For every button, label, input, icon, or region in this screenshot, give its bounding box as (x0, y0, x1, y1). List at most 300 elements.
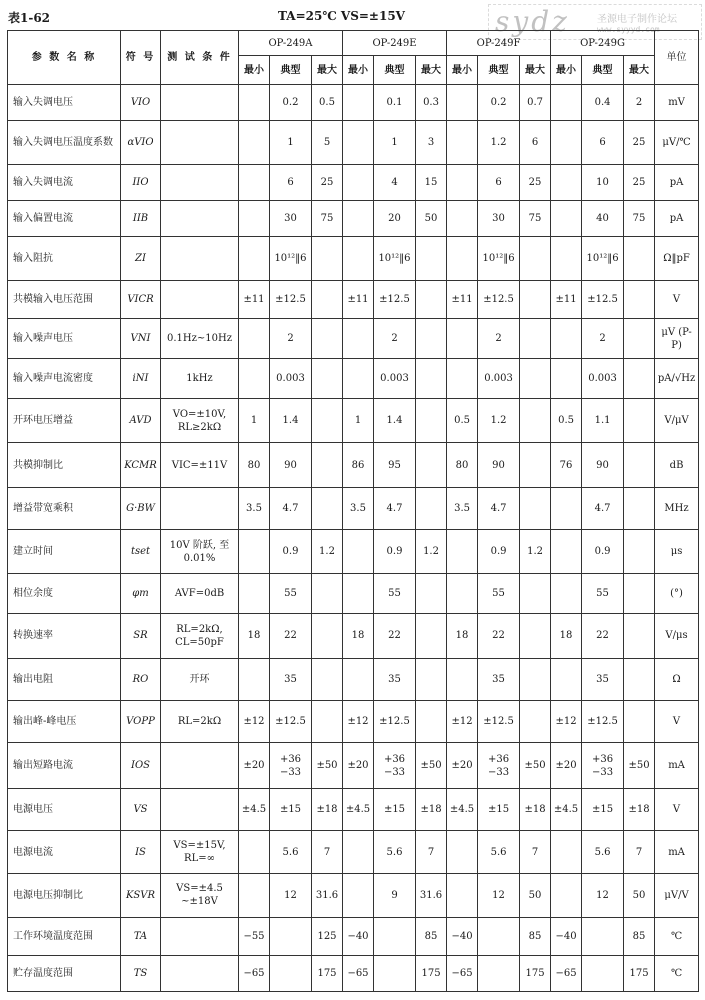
value-cell (239, 200, 270, 236)
value-cell: 0.003 (478, 359, 520, 399)
value-cell (312, 614, 343, 658)
param-name: 电源电流 (8, 831, 121, 873)
value-cell: ±11 (551, 281, 582, 319)
value-cell: 0.7 (520, 85, 551, 121)
value-cell: 0.003 (374, 359, 416, 399)
value-cell (416, 700, 447, 742)
value-cell: 2 (374, 319, 416, 359)
value-cell (447, 319, 478, 359)
value-cell (343, 359, 374, 399)
unit-cell: pA/√Hz (655, 359, 699, 399)
value-cell: 6 (270, 165, 312, 201)
value-cell: 5.6 (270, 831, 312, 873)
test-condition (161, 165, 239, 201)
watermark-name: 圣源电子制作论坛 (597, 14, 677, 25)
value-cell: ±20 (447, 742, 478, 788)
value-cell: 1.2 (520, 529, 551, 573)
table-row (8, 319, 699, 359)
value-cell: 7 (416, 831, 447, 873)
test-condition: RL=2kΩ (161, 700, 239, 742)
value-cell: 30 (478, 200, 520, 236)
value-cell: 18 (551, 614, 582, 658)
value-cell: 22 (478, 614, 520, 658)
param-name: 输入失调电压 (8, 85, 121, 121)
value-cell (270, 917, 312, 955)
param-name: 输入噪声电压 (8, 319, 121, 359)
subheader-cell: 最大 (520, 56, 551, 85)
value-cell: 85 (520, 917, 551, 955)
param-symbol: IS (121, 831, 161, 873)
value-cell: 0.5 (312, 85, 343, 121)
param-name: 开环电压增益 (8, 399, 121, 443)
value-cell (312, 236, 343, 280)
table-row (8, 120, 699, 164)
value-cell: 3.5 (447, 487, 478, 529)
param-symbol: RO (121, 658, 161, 700)
value-cell: 1.4 (374, 399, 416, 443)
param-symbol: ZI (121, 236, 161, 280)
subheader-cell: 典型 (270, 56, 312, 85)
value-cell: 1 (374, 120, 416, 164)
value-cell: ±20 (239, 742, 270, 788)
table-row (8, 200, 699, 236)
value-cell (239, 658, 270, 700)
value-cell (520, 487, 551, 529)
value-cell: 9 (374, 873, 416, 917)
test-condition: 10V 阶跃, 至0.01% (161, 529, 239, 573)
value-cell (312, 443, 343, 487)
value-cell (239, 873, 270, 917)
test-condition: VO=±10V, RL≥2kΩ (161, 399, 239, 443)
value-cell: 90 (270, 443, 312, 487)
param-symbol: VIO (121, 85, 161, 121)
param-name: 电源电压 (8, 789, 121, 831)
value-cell (447, 831, 478, 873)
value-cell: ±12 (551, 700, 582, 742)
value-cell (551, 574, 582, 614)
value-cell: +36 −33 (478, 742, 520, 788)
param-symbol: G·BW (121, 487, 161, 529)
value-cell (520, 399, 551, 443)
value-cell (239, 831, 270, 873)
value-cell: −40 (551, 917, 582, 955)
value-cell: 0.003 (582, 359, 624, 399)
value-cell: −65 (447, 955, 478, 991)
value-cell (478, 955, 520, 991)
param-name: 电源电压抑制比 (8, 873, 121, 917)
value-cell: 7 (624, 831, 655, 873)
value-cell: 0.9 (270, 529, 312, 573)
value-cell: ±12.5 (374, 281, 416, 319)
param-symbol: KCMR (121, 443, 161, 487)
subheader-cell: 最小 (447, 56, 478, 85)
param-symbol: KSVR (121, 873, 161, 917)
value-cell (478, 917, 520, 955)
param-name: 共模抑制比 (8, 443, 121, 487)
value-cell (624, 443, 655, 487)
subheader-cell: 最大 (624, 56, 655, 85)
subheader-cell: 典型 (374, 56, 416, 85)
value-cell: 25 (624, 165, 655, 201)
value-cell: 12 (270, 873, 312, 917)
value-cell (416, 574, 447, 614)
param-name: 转换速率 (8, 614, 121, 658)
value-cell: 6 (520, 120, 551, 164)
value-cell: −65 (551, 955, 582, 991)
value-cell: 1 (343, 399, 374, 443)
value-cell: 85 (624, 917, 655, 955)
value-cell: ±12.5 (478, 281, 520, 319)
value-cell: ±12.5 (582, 700, 624, 742)
value-cell: ±4.5 (447, 789, 478, 831)
value-cell: +36 −33 (582, 742, 624, 788)
subheader-cell: 典型 (582, 56, 624, 85)
table-id: 表1-62 (8, 11, 51, 25)
value-cell (624, 236, 655, 280)
test-condition: AVF=0dB (161, 574, 239, 614)
test-condition: RL=2kΩ, CL=50pF (161, 614, 239, 658)
value-cell: 10¹²‖6 (270, 236, 312, 280)
value-cell (343, 574, 374, 614)
table-row (8, 529, 699, 573)
value-cell (624, 399, 655, 443)
header-model-g: OP-249G (551, 31, 655, 56)
value-cell: 15 (416, 165, 447, 201)
value-cell (312, 399, 343, 443)
test-condition (161, 742, 239, 788)
unit-cell: μs (655, 529, 699, 573)
value-cell: +36 −33 (374, 742, 416, 788)
value-cell: 175 (520, 955, 551, 991)
value-cell (520, 359, 551, 399)
unit-cell: dB (655, 443, 699, 487)
test-condition (161, 281, 239, 319)
value-cell: ±11 (239, 281, 270, 319)
test-condition (161, 85, 239, 121)
value-cell (551, 200, 582, 236)
value-cell: 3 (416, 120, 447, 164)
test-conditions: TA=25℃ VS=±15V (278, 9, 405, 23)
value-cell: ±15 (374, 789, 416, 831)
value-cell: 80 (447, 443, 478, 487)
value-cell (416, 236, 447, 280)
value-cell: 0.9 (582, 529, 624, 573)
value-cell: ±18 (520, 789, 551, 831)
unit-cell: μV/V (655, 873, 699, 917)
value-cell: ±12 (343, 700, 374, 742)
value-cell (447, 85, 478, 121)
param-symbol: IIO (121, 165, 161, 201)
value-cell: 90 (478, 443, 520, 487)
value-cell (239, 236, 270, 280)
value-cell: 0.2 (270, 85, 312, 121)
value-cell (624, 281, 655, 319)
value-cell: 0.9 (374, 529, 416, 573)
table-row (8, 236, 699, 280)
value-cell (312, 319, 343, 359)
test-condition: 1kHz (161, 359, 239, 399)
table-row (8, 917, 699, 955)
value-cell: 0.3 (416, 85, 447, 121)
value-cell: ±18 (416, 789, 447, 831)
value-cell: ±4.5 (239, 789, 270, 831)
value-cell (239, 359, 270, 399)
value-cell: ±18 (624, 789, 655, 831)
value-cell: 5.6 (374, 831, 416, 873)
value-cell (624, 529, 655, 573)
table-row (8, 789, 699, 831)
value-cell (624, 700, 655, 742)
value-cell (343, 165, 374, 201)
value-cell: 2 (582, 319, 624, 359)
value-cell: 4 (374, 165, 416, 201)
value-cell: 5 (312, 120, 343, 164)
value-cell (551, 236, 582, 280)
unit-cell: mA (655, 742, 699, 788)
value-cell (416, 359, 447, 399)
param-symbol: IOS (121, 742, 161, 788)
value-cell (447, 359, 478, 399)
value-cell: 35 (478, 658, 520, 700)
value-cell (416, 443, 447, 487)
param-name: 相位余度 (8, 574, 121, 614)
value-cell: ±50 (312, 742, 343, 788)
value-cell: 18 (343, 614, 374, 658)
table-row (8, 658, 699, 700)
subheader-cell: 最大 (312, 56, 343, 85)
value-cell (520, 614, 551, 658)
unit-cell: Ω‖pF (655, 236, 699, 280)
test-condition (161, 917, 239, 955)
value-cell: 25 (520, 165, 551, 201)
value-cell (520, 700, 551, 742)
value-cell (520, 236, 551, 280)
value-cell (239, 319, 270, 359)
value-cell (447, 236, 478, 280)
test-condition (161, 236, 239, 280)
subheader-cell: 典型 (478, 56, 520, 85)
param-name: 输入失调电压温度系数 (8, 120, 121, 164)
param-symbol: VOPP (121, 700, 161, 742)
value-cell: ±4.5 (551, 789, 582, 831)
value-cell: 4.7 (270, 487, 312, 529)
value-cell: 5.6 (478, 831, 520, 873)
value-cell: −65 (343, 955, 374, 991)
value-cell (312, 574, 343, 614)
value-cell (447, 165, 478, 201)
value-cell: 25 (624, 120, 655, 164)
value-cell: 50 (520, 873, 551, 917)
table-row (8, 574, 699, 614)
test-condition: VIC=±11V (161, 443, 239, 487)
value-cell: 86 (343, 443, 374, 487)
value-cell (624, 359, 655, 399)
value-cell: 2 (270, 319, 312, 359)
value-cell: ±12.5 (478, 700, 520, 742)
subheader-cell: 最小 (239, 56, 270, 85)
test-condition: 开环 (161, 658, 239, 700)
value-cell: 175 (416, 955, 447, 991)
value-cell (416, 614, 447, 658)
value-cell: 2 (478, 319, 520, 359)
param-symbol: VS (121, 789, 161, 831)
value-cell (551, 831, 582, 873)
param-name: 输出电阻 (8, 658, 121, 700)
value-cell: ±50 (520, 742, 551, 788)
value-cell (551, 529, 582, 573)
value-cell: 35 (270, 658, 312, 700)
header-model-e: OP-249E (343, 31, 447, 56)
value-cell: 10¹²‖6 (374, 236, 416, 280)
value-cell: ±18 (312, 789, 343, 831)
param-name: 贮存温度范围 (8, 955, 121, 991)
value-cell: −65 (239, 955, 270, 991)
value-cell (447, 574, 478, 614)
param-name: 输入失调电流 (8, 165, 121, 201)
param-name: 输入偏置电流 (8, 200, 121, 236)
value-cell (624, 487, 655, 529)
value-cell (551, 359, 582, 399)
value-cell: 175 (312, 955, 343, 991)
value-cell (551, 487, 582, 529)
header-symbol: 符 号 (121, 31, 161, 85)
table-row (8, 487, 699, 529)
value-cell (416, 658, 447, 700)
value-cell: 0.5 (551, 399, 582, 443)
value-cell (239, 120, 270, 164)
table-row (8, 955, 699, 991)
param-name: 建立时间 (8, 529, 121, 573)
subheader-cell: 最小 (551, 56, 582, 85)
unit-cell: V (655, 789, 699, 831)
value-cell (551, 658, 582, 700)
table-row (8, 443, 699, 487)
value-cell: 30 (270, 200, 312, 236)
value-cell (239, 85, 270, 121)
param-name: 输出短路电流 (8, 742, 121, 788)
value-cell: 1.2 (478, 399, 520, 443)
header-model-a: OP-249A (239, 31, 343, 56)
table-row (8, 742, 699, 788)
value-cell (551, 85, 582, 121)
value-cell: 1.2 (312, 529, 343, 573)
value-cell: +36 −33 (270, 742, 312, 788)
value-cell (239, 529, 270, 573)
param-symbol: φm (121, 574, 161, 614)
value-cell: 1 (270, 120, 312, 164)
value-cell: 5.6 (582, 831, 624, 873)
value-cell: ±12.5 (270, 700, 312, 742)
table-row (8, 873, 699, 917)
value-cell: 1.2 (416, 529, 447, 573)
value-cell (343, 831, 374, 873)
value-cell (520, 658, 551, 700)
value-cell (374, 955, 416, 991)
unit-cell: μV/℃ (655, 120, 699, 164)
unit-cell: MHz (655, 487, 699, 529)
value-cell: ±50 (416, 742, 447, 788)
value-cell: −40 (447, 917, 478, 955)
value-cell: 125 (312, 917, 343, 955)
unit-cell: V (655, 281, 699, 319)
value-cell: 55 (582, 574, 624, 614)
value-cell (343, 85, 374, 121)
value-cell: 55 (374, 574, 416, 614)
value-cell (624, 574, 655, 614)
param-name: 输出峰-峰电压 (8, 700, 121, 742)
table-row (8, 614, 699, 658)
table-row (8, 831, 699, 873)
header-param: 参 数 名 称 (8, 31, 121, 85)
value-cell (416, 319, 447, 359)
value-cell (447, 200, 478, 236)
value-cell (582, 955, 624, 991)
value-cell: 0.2 (478, 85, 520, 121)
value-cell: 75 (624, 200, 655, 236)
value-cell: 50 (624, 873, 655, 917)
value-cell: 80 (239, 443, 270, 487)
value-cell (551, 120, 582, 164)
value-cell (447, 529, 478, 573)
value-cell (343, 319, 374, 359)
value-cell: 12 (582, 873, 624, 917)
value-cell: 0.9 (478, 529, 520, 573)
value-cell: 35 (582, 658, 624, 700)
value-cell (447, 658, 478, 700)
value-cell (343, 873, 374, 917)
value-cell: 10¹²‖6 (582, 236, 624, 280)
param-name: 增益带宽乘积 (8, 487, 121, 529)
param-symbol: iNI (121, 359, 161, 399)
value-cell: 3.5 (343, 487, 374, 529)
param-name: 输入阻抗 (8, 236, 121, 280)
param-symbol: VICR (121, 281, 161, 319)
value-cell: 55 (478, 574, 520, 614)
value-cell: 22 (270, 614, 312, 658)
value-cell: 1 (239, 399, 270, 443)
unit-cell: V/μs (655, 614, 699, 658)
value-cell: 1.4 (270, 399, 312, 443)
watermark-logo: sydz (495, 5, 570, 38)
value-cell: 3.5 (239, 487, 270, 529)
value-cell (343, 200, 374, 236)
value-cell (343, 120, 374, 164)
value-cell: 4.7 (582, 487, 624, 529)
value-cell: 0.003 (270, 359, 312, 399)
unit-cell: mV (655, 85, 699, 121)
value-cell: 31.6 (416, 873, 447, 917)
value-cell (416, 281, 447, 319)
param-symbol: IIB (121, 200, 161, 236)
value-cell: ±15 (582, 789, 624, 831)
value-cell (312, 281, 343, 319)
spec-table (7, 30, 699, 992)
param-symbol: SR (121, 614, 161, 658)
table-row (8, 281, 699, 319)
value-cell: 175 (624, 955, 655, 991)
test-condition (161, 200, 239, 236)
value-cell: 0.4 (582, 85, 624, 121)
unit-cell: mA (655, 831, 699, 873)
value-cell (520, 574, 551, 614)
value-cell: 22 (374, 614, 416, 658)
value-cell: ±12 (239, 700, 270, 742)
param-symbol: αVIO (121, 120, 161, 164)
value-cell (551, 165, 582, 201)
value-cell: ±20 (343, 742, 374, 788)
value-cell: 20 (374, 200, 416, 236)
value-cell (447, 873, 478, 917)
